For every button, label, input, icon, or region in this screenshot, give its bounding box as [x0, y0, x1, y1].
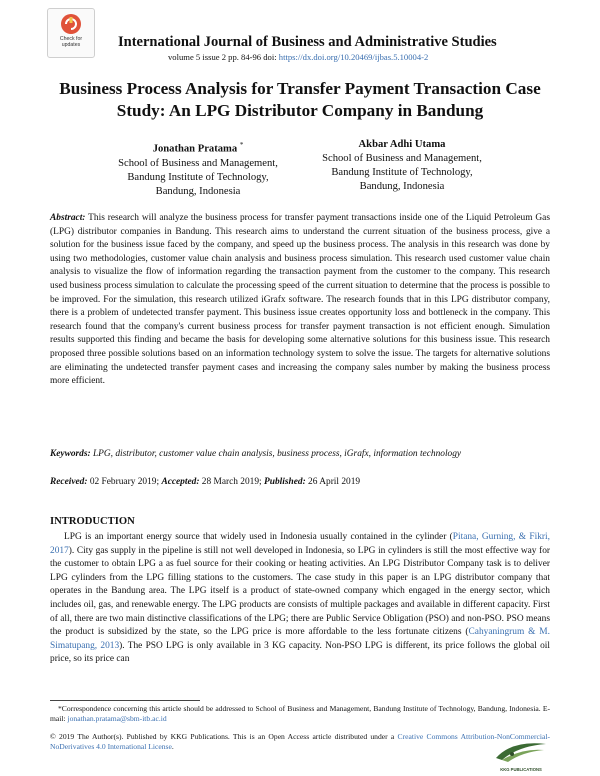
update-check-icon: [60, 13, 82, 35]
author-block-1: [98, 138, 298, 199]
published-date: 26 April 2019: [308, 477, 361, 487]
copyright-notice: © 2019 The Author(s). Published by KKG Publications. This is an Open Access article distributed under a Creative Commons Attribution-NonCommercial-NoDerivatives 4.0 International License.: [50, 732, 550, 752]
received-date: 02 February 2019;: [89, 477, 160, 487]
publisher-logo-text: KKG PUBLICATIONS: [500, 767, 542, 772]
keywords-label: Keywords:: [50, 449, 91, 459]
journal-title: International Journal of Business and Administrative Studies: [118, 34, 497, 50]
introduction-paragraph: [50, 531, 550, 667]
journal-meta: [168, 52, 428, 62]
journal-volume-info: volume 5 issue 2 pp. 84-96 doi:: [168, 52, 279, 62]
intro-text: ). City gas supply in the pipeline is still not well developed in Indonesia, so LPG in cylinders is still the most effective way for the customer to obtain LPG a as fuel source for their cooking or heating activities. An LPG Distributor Company task is to deliver LPG cylinders from the LPG filling stations to the customers. The case study in this paper is an LPG distributor company that operates in the Bandung area. The LPG itself is a product of state-owned company which engaged in the energy sector, which includes oil, gas, and renewable energy. The LPG products are consists of multiple packages and available in different capacity. First of all, there are two main distinctive classifications of the LPG; there are Public Service Obligation (PSO) and non-PSO. PSO means the product is subsidized by the state, so the LPG price is more affordable to the less fortunate citizens (: [50, 545, 550, 638]
corresponding-author-mark: *: [239, 141, 244, 149]
paper-title-line-1: Business Process Analysis for Transfer Payment Transaction Case: [59, 79, 541, 98]
author-name: Akbar Adhi Utama: [358, 139, 446, 150]
check-for-updates-badge[interactable]: [47, 8, 95, 58]
abstract-text: This research will analyze the business process for transfer payment transactions inside one of the Liquid Petroleum Gas (LPG) distributor companies in Bandung. This research aims to understand the current situation of the business process, give a solution for the business issue faced by the company, and speed up the business process. The analysis in this research was done by using two methodologies, customer value chain analysis and business process simulation. This research used customer value chain analysis to visualize the flow of information regarding the transaction payment from the customer to the company. This research used business process simulation to calculate the processing speed of the current situation to determine that the process is possible to be improved. For the simulation, this research utilized iGrafx software. The research founds that in this LPG distributor company, there is a problem of undetected transfer payment. This business issue creates opportunity loss and bottleneck in the company. This research found that the company's current business process for transfer payment transaction is not efficient enough. Simulation results supported this finding and became the basis for developing some alternative solutions for this business issue. This research proposed three possible solutions based on an information technology system to solve the issue. The targets for alternative solutions are eliminating the undetected transfer payment cases and increasing the company sales number by making the business process more efficient.: [50, 213, 550, 387]
author-institution: Bandung Institute of Technology,: [127, 171, 269, 183]
badge-text: Check for updates: [59, 36, 83, 48]
doi-link[interactable]: https://dx.doi.org/10.20469/ijbas.5.10004-2: [278, 52, 429, 62]
keywords: [50, 448, 550, 462]
intro-text: LPG is an important energy source that widely used in Indonesia usually contained in the cylinder (: [64, 532, 453, 542]
author-institution: Bandung Institute of Technology,: [331, 167, 473, 178]
accepted-date: 28 March 2019;: [201, 477, 262, 487]
abstract: [50, 212, 550, 389]
citation-link[interactable]: Pitana, Gurning, & Fikri, 2017: [50, 532, 550, 556]
author-name: Jonathan Pratama: [152, 143, 238, 155]
paper-title: [40, 78, 560, 122]
author-affiliation: School of Business and Management,: [322, 153, 482, 164]
author-location: Bandung, Indonesia: [359, 181, 445, 192]
citation-link[interactable]: Cahyaningrum & M. Simatupang, 2013: [50, 627, 550, 651]
received-label: Received:: [50, 477, 88, 487]
email-link[interactable]: jonathan.pratama@sbm-itb.ac.id: [67, 714, 167, 724]
author-location: Bandung, Indonesia: [155, 185, 241, 197]
author-affiliation: School of Business and Management,: [118, 157, 278, 169]
keywords-text: LPG, distributor, customer value chain analysis, business process, iGrafx, information technology: [92, 449, 462, 459]
accepted-label: Accepted:: [161, 477, 200, 487]
author-block-2: [302, 138, 502, 194]
copyright-text: © 2019 The Author(s). Published by KKG Publications. This is an Open Access article distributed under a: [50, 732, 398, 741]
publisher-swoosh-icon: [492, 738, 550, 764]
intro-text: ). The PSO LPG is only available in 3 KG capacity. Non-PSO LPG is different, its price follows the global oil price, so its price can: [50, 640, 550, 665]
paper-title-line-2: Study: An LPG Distributor Company in Bandung: [116, 101, 484, 120]
publisher-logo: [492, 738, 550, 770]
abstract-label: Abstract:: [50, 213, 86, 223]
published-label: Published:: [264, 477, 306, 487]
section-heading-introduction: INTRODUCTION: [50, 516, 135, 527]
publication-dates: [50, 476, 550, 490]
footnote-text: *Correspondence concerning this article should be addressed to School of Business and Management, Bandung Institute of Technology, Bandung, Indonesia. E-mail:: [50, 704, 550, 724]
footnote-divider: [50, 700, 200, 701]
correspondence-footnote: [50, 704, 550, 725]
license-link[interactable]: Creative Commons Attribution-NonCommercial-NoDerivatives 4.0 International License: [50, 732, 550, 752]
